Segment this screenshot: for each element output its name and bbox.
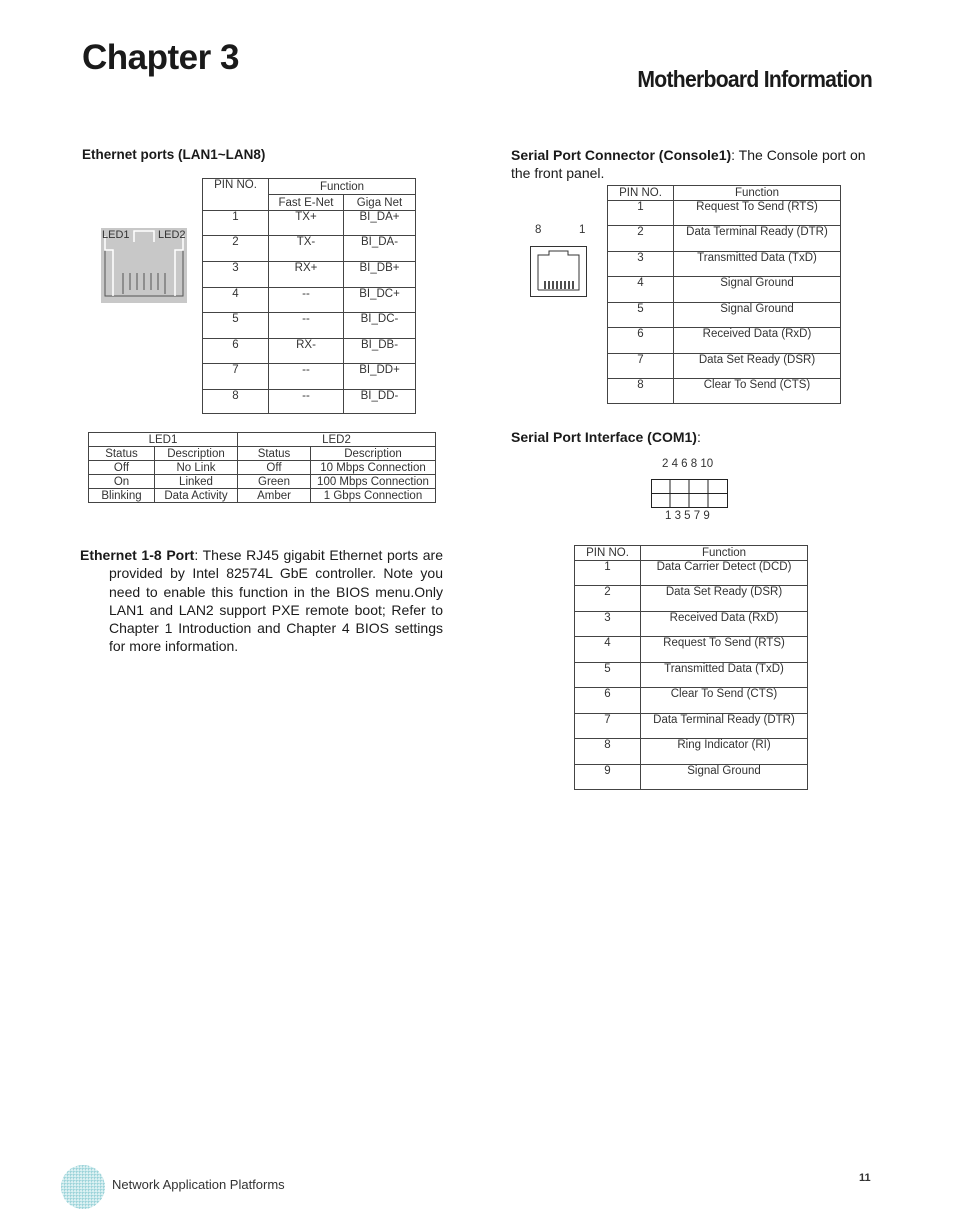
ethernet-desc-label: Ethernet 1-8 Port bbox=[80, 547, 195, 563]
function-cell: Data Terminal Ready (DTR) bbox=[674, 226, 841, 252]
giga-cell: BI_DA- bbox=[344, 236, 416, 262]
pin-cell: 4 bbox=[575, 637, 641, 663]
table-row bbox=[608, 328, 841, 354]
pin-cell: 6 bbox=[575, 688, 641, 714]
giga-cell: BI_DA+ bbox=[344, 211, 416, 236]
console-pin-table bbox=[607, 185, 841, 404]
fast-cell: -- bbox=[269, 364, 344, 390]
table-row bbox=[203, 288, 416, 313]
led2-header: LED2 bbox=[238, 433, 436, 447]
led1-description: No Link bbox=[155, 461, 238, 475]
table-row bbox=[575, 586, 808, 612]
pin-cell: 5 bbox=[575, 663, 641, 688]
company-logo-icon bbox=[60, 1164, 106, 1210]
led1-header: LED1 bbox=[89, 433, 238, 447]
ethernet-pin-table bbox=[202, 178, 416, 414]
com1-bottom-pins: 1 3 5 7 9 bbox=[665, 510, 710, 522]
led2-label: LED2 bbox=[158, 229, 186, 241]
table-row bbox=[203, 313, 416, 339]
table-row bbox=[608, 354, 841, 379]
led2-description: 10 Mbps Connection bbox=[311, 461, 436, 475]
pin-cell: 1 bbox=[575, 561, 641, 586]
table-row bbox=[89, 489, 436, 503]
led2-description: 100 Mbps Connection bbox=[311, 475, 436, 489]
table-row bbox=[575, 765, 808, 790]
col-pin-header: PIN NO. bbox=[575, 546, 641, 561]
function-cell: Data Terminal Ready (DTR) bbox=[641, 714, 808, 739]
console-pin-left: 8 bbox=[535, 224, 542, 236]
led2-description: 1 Gbps Connection bbox=[311, 489, 436, 503]
pin-cell: 3 bbox=[575, 612, 641, 637]
col-pin-header: PIN NO. bbox=[608, 186, 674, 201]
col-function-header: Function bbox=[269, 179, 416, 195]
led-status-table bbox=[88, 432, 436, 503]
led2-status: Green bbox=[238, 475, 311, 489]
giga-cell: BI_DB- bbox=[344, 339, 416, 364]
table-row bbox=[575, 637, 808, 663]
status-header: Status bbox=[89, 447, 155, 461]
led2-status: Amber bbox=[238, 489, 311, 503]
pin-cell: 3 bbox=[608, 252, 674, 277]
giga-cell: BI_DD- bbox=[344, 390, 416, 414]
section-title: Motherboard Information bbox=[637, 66, 872, 92]
table-row bbox=[608, 226, 841, 252]
function-cell: Clear To Send (CTS) bbox=[641, 688, 808, 714]
led1-description: Linked bbox=[155, 475, 238, 489]
console-rj45-icon bbox=[530, 246, 587, 298]
pin-cell: 7 bbox=[608, 354, 674, 379]
col-function-header: Function bbox=[641, 546, 808, 561]
function-cell: Data Carrier Detect (DCD) bbox=[641, 561, 808, 586]
table-row bbox=[575, 739, 808, 765]
rj45-diagram bbox=[101, 228, 187, 303]
com1-header-icon bbox=[651, 479, 728, 508]
pin-cell: 1 bbox=[203, 211, 269, 236]
table-row bbox=[89, 461, 436, 475]
fast-cell: TX+ bbox=[269, 211, 344, 236]
com1-title: Serial Port Interface (COM1) bbox=[511, 429, 697, 445]
console-heading bbox=[511, 146, 873, 182]
giga-cell: BI_DD+ bbox=[344, 364, 416, 390]
table-row bbox=[203, 390, 416, 414]
table-row bbox=[608, 201, 841, 226]
console-pin-right: 1 bbox=[579, 224, 586, 236]
function-cell: Transmitted Data (TxD) bbox=[641, 663, 808, 688]
com1-title-suffix: : bbox=[696, 429, 701, 445]
function-cell: Signal Ground bbox=[674, 303, 841, 328]
fast-cell: TX- bbox=[269, 236, 344, 262]
pin-cell: 8 bbox=[203, 390, 269, 414]
pin-cell: 6 bbox=[203, 339, 269, 364]
led2-status: Off bbox=[238, 461, 311, 475]
pin-cell: 2 bbox=[575, 586, 641, 612]
fast-cell: RX- bbox=[269, 339, 344, 364]
function-cell: Request To Send (RTS) bbox=[641, 637, 808, 663]
pin-cell: 5 bbox=[608, 303, 674, 328]
table-row bbox=[203, 364, 416, 390]
table-row bbox=[203, 339, 416, 364]
function-cell: Data Set Ready (DSR) bbox=[641, 586, 808, 612]
console-title: Serial Port Connector (Console1) bbox=[511, 147, 732, 163]
ethernet-heading: Ethernet ports (LAN1~LAN8) bbox=[82, 147, 266, 162]
fast-enet-header: Fast E-Net bbox=[269, 195, 344, 211]
giga-cell: BI_DB+ bbox=[344, 262, 416, 288]
pin-cell: 8 bbox=[608, 379, 674, 404]
pin-cell: 1 bbox=[608, 201, 674, 226]
com1-top-pins: 2 4 6 8 10 bbox=[662, 458, 714, 470]
footer-company: Network Application Platforms bbox=[112, 1177, 285, 1192]
pin-cell: 2 bbox=[203, 236, 269, 262]
col-function-header: Function bbox=[674, 186, 841, 201]
function-cell: Ring Indicator (RI) bbox=[641, 739, 808, 765]
fast-cell: -- bbox=[269, 313, 344, 339]
led1-status: On bbox=[89, 475, 155, 489]
function-cell: Signal Ground bbox=[674, 277, 841, 303]
pin-cell: 8 bbox=[575, 739, 641, 765]
led1-status: Blinking bbox=[89, 489, 155, 503]
function-cell: Data Set Ready (DSR) bbox=[674, 354, 841, 379]
fast-cell: -- bbox=[269, 390, 344, 414]
pin-cell: 7 bbox=[575, 714, 641, 739]
table-row bbox=[89, 475, 436, 489]
table-row bbox=[203, 236, 416, 262]
giga-cell: BI_DC+ bbox=[344, 288, 416, 313]
fast-cell: -- bbox=[269, 288, 344, 313]
pin-cell: 4 bbox=[203, 288, 269, 313]
table-row bbox=[203, 262, 416, 288]
pin-cell: 4 bbox=[608, 277, 674, 303]
giga-cell: BI_DC- bbox=[344, 313, 416, 339]
page-number: 11 bbox=[859, 1172, 871, 1184]
table-row bbox=[575, 561, 808, 586]
description-header: Description bbox=[155, 447, 238, 461]
pin-cell: 3 bbox=[203, 262, 269, 288]
console-title-suffix: : The Console port on the front panel. bbox=[511, 147, 866, 181]
function-cell: Signal Ground bbox=[641, 765, 808, 790]
function-cell: Transmitted Data (TxD) bbox=[674, 252, 841, 277]
led1-label: LED1 bbox=[102, 229, 130, 241]
function-cell: Received Data (RxD) bbox=[674, 328, 841, 354]
function-cell: Request To Send (RTS) bbox=[674, 201, 841, 226]
led1-description: Data Activity bbox=[155, 489, 238, 503]
function-cell: Received Data (RxD) bbox=[641, 612, 808, 637]
pin-cell: 7 bbox=[203, 364, 269, 390]
table-row bbox=[608, 252, 841, 277]
col-pin-header: PIN NO. bbox=[203, 179, 269, 211]
table-row bbox=[608, 379, 841, 404]
table-row bbox=[608, 303, 841, 328]
com1-pin-table bbox=[574, 545, 808, 790]
pin-cell: 2 bbox=[608, 226, 674, 252]
chapter-title: Chapter 3 bbox=[82, 38, 239, 77]
function-cell: Clear To Send (CTS) bbox=[674, 379, 841, 404]
com1-heading bbox=[511, 429, 701, 445]
pin-cell: 9 bbox=[575, 765, 641, 790]
table-row bbox=[203, 211, 416, 236]
status-header: Status bbox=[238, 447, 311, 461]
fast-cell: RX+ bbox=[269, 262, 344, 288]
table-row bbox=[575, 688, 808, 714]
ethernet-desc-text: : These RJ45 gigabit Ethernet ports are provided by Intel 82574L GbE controller. Note you need to enable this function in the BIOS menu.Only LAN1 and LAN2 support PXE remote boot; Refer to Chapter 1 Introduction and Chapter 4 BIOS settings for more information. bbox=[109, 547, 443, 655]
table-row bbox=[575, 714, 808, 739]
table-row bbox=[608, 277, 841, 303]
led1-status: Off bbox=[89, 461, 155, 475]
giga-net-header: Giga Net bbox=[344, 195, 416, 211]
description-header: Description bbox=[311, 447, 436, 461]
pin-cell: 5 bbox=[203, 313, 269, 339]
table-row bbox=[575, 612, 808, 637]
ethernet-description bbox=[80, 546, 443, 656]
pin-cell: 6 bbox=[608, 328, 674, 354]
table-row bbox=[575, 663, 808, 688]
